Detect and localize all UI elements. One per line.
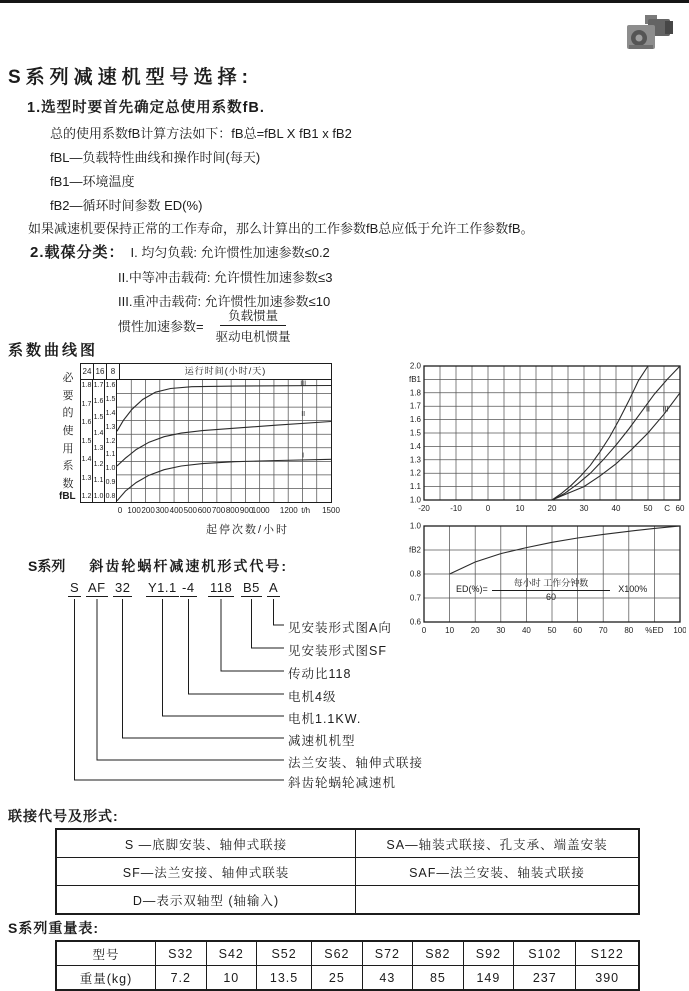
fbl-scale-tick: 1.6 <box>93 397 104 405</box>
weight-kg-cell: 237 <box>514 966 576 991</box>
svg-text:1.8: 1.8 <box>409 388 421 398</box>
weight-kg-cell: 149 <box>463 966 514 991</box>
model-code-label: 电机1.1KW. <box>288 712 362 726</box>
fbl-y-axis-char: 数 <box>62 477 74 490</box>
ed-formula-suffix: X100% <box>618 584 648 594</box>
svg-text:0: 0 <box>485 504 491 513</box>
fbl-x-tick: 800 <box>225 506 240 515</box>
weight-model-cell: S122 <box>576 941 639 966</box>
svg-text:1.0: 1.0 <box>409 495 421 505</box>
fbl-chart <box>58 363 340 536</box>
page-title: S系列减速机型号选择: <box>8 67 254 88</box>
svg-text:%ED: %ED <box>645 626 664 635</box>
weight-model-cell: S42 <box>206 941 257 966</box>
fbl-y-axis-char: 用 <box>62 442 74 455</box>
svg-text:10: 10 <box>445 626 455 635</box>
connection-table-cell: D—表示双轴型 (轴输入) <box>56 886 356 915</box>
weight-kg-cell: 13.5 <box>257 966 312 991</box>
fbl-x-tick: 0 <box>117 506 123 515</box>
formula-lhs: 惯性加速参数= <box>118 319 204 334</box>
section2-heading: 2.载葆分类： <box>30 244 125 261</box>
model-code-heading: 斜齿轮蜗杆减速机形式代号: <box>89 558 289 574</box>
fbl-scale-tick: 1.4 <box>105 409 116 417</box>
weight-model-cell: 型号 <box>56 941 156 966</box>
fbl-scale-tick: 1.4 <box>81 456 92 463</box>
svg-text:70: 70 <box>598 626 608 635</box>
fbl-x-axis-ticks <box>117 506 340 518</box>
fbl-x-tick: 500 <box>183 506 197 515</box>
formula-denominator: 驱动电机惯量 <box>215 330 291 344</box>
fbl-x-tick: t/h <box>301 506 311 515</box>
charts-heading: 系数曲线图 <box>8 342 99 359</box>
fbl-y-axis-unit: fBL <box>59 491 76 502</box>
fbl-plot-svg <box>117 380 331 502</box>
model-code-part: -4 <box>182 580 195 595</box>
svg-text:10: 10 <box>515 504 525 513</box>
fbl-scale-tick: 1.7 <box>81 400 92 408</box>
ed-formula-numerator: 每小时 工作分钟数 <box>492 576 611 591</box>
weight-kg-cell: 85 <box>413 966 464 991</box>
product-photo <box>617 11 677 56</box>
svg-text:-10: -10 <box>450 504 462 513</box>
svg-text:20: 20 <box>547 504 557 513</box>
weight-kg-cell: 390 <box>576 966 639 991</box>
fbl-scale-header-row <box>81 364 331 380</box>
fbl-x-tick: 900 <box>239 506 254 515</box>
fbl-y-axis-label <box>58 369 78 491</box>
fbl-scale-tick: 1.4 <box>93 429 104 437</box>
fbl-chart-frame <box>80 363 332 503</box>
model-code-part: 118 <box>210 580 233 595</box>
svg-text:60: 60 <box>573 626 583 635</box>
model-code-label: 见安装形式图A向 <box>288 621 392 635</box>
weight-header-row <box>56 941 639 966</box>
fbl-x-tick: 200 <box>141 506 155 515</box>
weight-model-cell: S62 <box>312 941 363 966</box>
fbl-scale-tick: 1.5 <box>81 437 92 445</box>
connection-table-cell: SAF—法兰安装、轴装式联接 <box>356 858 640 886</box>
model-code-heading-line <box>28 556 288 576</box>
section1-heading: 1.选型时要首先确定总使用系数fB. <box>27 100 265 116</box>
gearmotor-photo-graphic <box>617 11 677 56</box>
model-code-connector-lines <box>60 580 620 802</box>
svg-text:50: 50 <box>643 504 653 513</box>
svg-text:2.0: 2.0 <box>409 361 421 371</box>
ed-formula-denominator: 60 <box>546 592 557 602</box>
weight-kg-cell: 7.2 <box>156 966 207 991</box>
fbl-scale-column <box>105 380 117 502</box>
fbl-x-tick: 1000 <box>251 506 270 515</box>
fbl-chart-body <box>81 380 331 502</box>
svg-text:1.7: 1.7 <box>409 401 421 411</box>
fbl-y-axis-char: 使 <box>62 424 74 437</box>
fbl-x-tick: 600 <box>197 506 212 515</box>
fbl-y-axis-char: 必 <box>62 372 74 384</box>
fbl-y-axis-char: 的 <box>62 407 74 420</box>
fb1-chart <box>398 360 686 516</box>
svg-text:1.6: 1.6 <box>409 415 421 425</box>
fbl-scale-columns <box>81 380 117 502</box>
fbl-y-axis-char: 系 <box>62 460 74 473</box>
svg-text:0.6: 0.6 <box>409 617 421 627</box>
fbl-scale-tick: 1.1 <box>93 477 104 485</box>
svg-text:40: 40 <box>611 504 621 513</box>
series-label: S系列 <box>28 558 66 574</box>
load-class-item: III.重冲击载荷: 允许惯性加速参数≤10 <box>118 294 331 309</box>
model-code-label: 见安装形式图SF <box>288 644 387 658</box>
section2-heading-line <box>30 241 330 262</box>
weight-model-cell: S52 <box>257 941 312 966</box>
weight-model-cell: S72 <box>362 941 413 966</box>
fbl-scale-tick: 1.6 <box>105 382 116 389</box>
model-code-part: 32 <box>115 580 131 595</box>
model-code-label: 斜齿轮蜗轮减速机 <box>288 776 397 790</box>
header-divider <box>0 0 689 3</box>
fbl-scale-tick: 1.0 <box>93 492 104 500</box>
connection-table-cell <box>356 886 640 915</box>
fbl-scale-tick: 1.3 <box>105 423 116 431</box>
fbl-plot-area <box>117 380 331 502</box>
svg-text:C: C <box>664 504 671 513</box>
fbl-plot-title: 运行时间(小时/天) <box>184 366 267 376</box>
model-code-diagram <box>60 580 620 802</box>
fbl-scale-tick: 1.5 <box>105 395 116 403</box>
fbl-x-tick: 100 <box>127 506 141 515</box>
fbl-scale-tick: 1.1 <box>105 451 116 459</box>
fbl-scale-tick: 1.5 <box>93 413 104 421</box>
fbl-scale-tick: 1.7 <box>93 382 104 389</box>
connection-table-row <box>56 886 639 915</box>
fbl-scale-tick: 1.2 <box>81 493 92 500</box>
fbl-x-tick: 1200 <box>279 506 298 515</box>
section1-line: fB2—循环时间参数 ED(%) <box>50 198 203 213</box>
connection-table-row <box>56 858 639 886</box>
weight-model-cell: S82 <box>413 941 464 966</box>
fbl-y-axis-char: 要 <box>62 389 74 402</box>
ed-formula-prefix: ED(%)= <box>456 584 488 594</box>
fbl-x-tick: 300 <box>155 506 169 515</box>
weight-value-row <box>56 966 639 991</box>
svg-text:-20: -20 <box>418 504 430 513</box>
svg-text:40: 40 <box>521 626 531 635</box>
svg-text:60: 60 <box>675 504 685 513</box>
svg-text:fB2: fB2 <box>408 545 421 555</box>
fbl-scale-tick: 1.2 <box>93 461 104 469</box>
formula-numerator: 负载惯量 <box>220 306 286 326</box>
section1-line: fBL—负载特性曲线和操作时间(每天) <box>50 150 261 165</box>
connection-table-row <box>56 829 639 858</box>
svg-text:I: I <box>629 406 632 414</box>
svg-text:30: 30 <box>579 504 589 513</box>
fbl-scale-header: 16 <box>94 364 107 379</box>
fbl-scale-tick: 1.3 <box>93 445 104 453</box>
fbl-scale-tick: 1.2 <box>105 437 116 445</box>
svg-text:1.2: 1.2 <box>409 468 421 478</box>
model-code-part: S <box>70 580 80 595</box>
model-code-part: AF <box>88 580 106 595</box>
model-code-part: Y1.1 <box>148 580 177 595</box>
fbl-x-tick: 700 <box>211 506 226 515</box>
weight-kg-cell: 10 <box>206 966 257 991</box>
fbl-x-tick: 400 <box>169 506 183 515</box>
svg-text:1.0: 1.0 <box>409 521 421 531</box>
model-code-part: B5 <box>243 580 260 595</box>
weight-table <box>55 940 640 991</box>
svg-text:I: I <box>302 452 305 460</box>
fbl-scale-column <box>81 380 93 502</box>
svg-text:1.1: 1.1 <box>409 482 421 492</box>
svg-text:0.8: 0.8 <box>409 569 421 579</box>
svg-text:20: 20 <box>470 626 480 635</box>
fbl-scale-tick: 1.3 <box>81 474 92 482</box>
fbl-scale-tick: 1.6 <box>81 419 92 426</box>
connection-heading: 联接代号及形式: <box>8 808 119 824</box>
load-class-item: I. 均匀负载: 允许惯性加速参数≤0.2 <box>130 245 330 260</box>
svg-text:1.4: 1.4 <box>409 441 421 451</box>
svg-text:fB1: fB1 <box>408 374 421 384</box>
formula-fraction <box>208 306 299 345</box>
weight-kg-cell: 43 <box>362 966 413 991</box>
connection-table <box>55 828 640 915</box>
svg-text:100: 100 <box>673 626 686 635</box>
section1-note: 如果减速机要保持正常的工作寿命，那么计算出的工作参数fB总应低于允许工作参数fB。 <box>28 221 534 236</box>
section1-line: 总的使用系数fB计算方法如下：fB总=fBL X fB1 x fB2 <box>50 126 352 141</box>
fbl-scale-column <box>93 380 105 502</box>
svg-text:80: 80 <box>624 626 634 635</box>
svg-text:II: II <box>646 406 650 414</box>
weight-model-cell: S102 <box>514 941 576 966</box>
model-code-label: 电机4级 <box>288 690 337 704</box>
fB1-chart-svg <box>398 360 686 516</box>
svg-text:III: III <box>662 406 669 414</box>
fbl-x-tick: 1500 <box>322 506 340 515</box>
svg-text:50: 50 <box>547 626 557 635</box>
weight-kg-cell: 重量(kg) <box>56 966 156 991</box>
svg-text:0.7: 0.7 <box>409 593 421 603</box>
svg-text:30: 30 <box>496 626 506 635</box>
inertia-formula <box>118 306 299 345</box>
model-code-label: 减速机机型 <box>288 734 356 748</box>
fbl-scale-header: 8 <box>107 364 120 379</box>
svg-text:II: II <box>301 411 306 419</box>
connection-table-cell: SA—轴装式联接、孔支承、端盖安装 <box>356 829 640 858</box>
weight-model-cell: S92 <box>463 941 514 966</box>
svg-text:0: 0 <box>421 626 427 635</box>
connection-table-cell: SF—法兰安接、轴伸式联装 <box>56 858 356 886</box>
connection-table-cell: S —底脚安装、轴伸式联接 <box>56 829 356 858</box>
model-code-part: A <box>269 580 279 595</box>
weight-model-cell: S32 <box>156 941 207 966</box>
fbl-scale-tick: 1.8 <box>81 382 92 389</box>
svg-text:1.5: 1.5 <box>409 428 421 438</box>
svg-text:1.3: 1.3 <box>409 455 421 465</box>
svg-text:III: III <box>300 380 307 388</box>
fbl-scale-tick: 0.9 <box>105 479 116 487</box>
fbl-x-axis-label: 起停次数/小时 <box>206 524 290 536</box>
weight-kg-cell: 25 <box>312 966 363 991</box>
model-code-label: 传动比118 <box>288 667 352 681</box>
weight-heading: S系列重量表: <box>8 920 99 936</box>
fbl-scale-tick: 0.8 <box>105 493 116 500</box>
model-code-label: 法兰安装、轴伸式联接 <box>288 756 424 770</box>
fbl-scale-header: 24 <box>81 364 94 379</box>
load-class-item: II.中等冲击载荷: 允许惯性加速参数≤3 <box>118 270 333 285</box>
section1-line: fB1—环境温度 <box>50 174 135 189</box>
fbl-scale-tick: 1.0 <box>105 465 116 473</box>
